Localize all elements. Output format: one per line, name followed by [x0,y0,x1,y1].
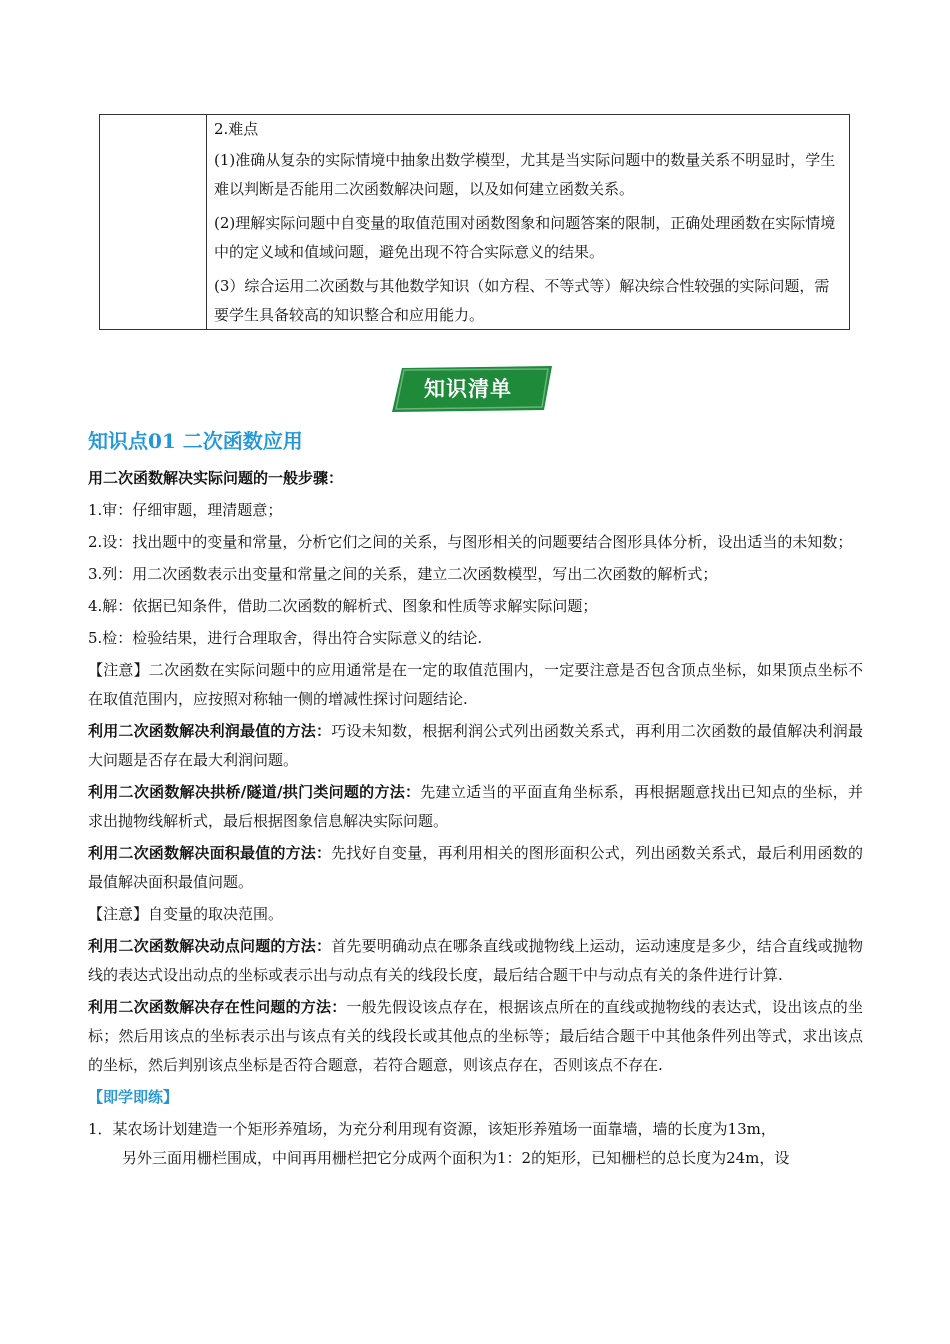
method-label: 利用二次函数解决存在性问题的方法： [88,998,347,1016]
question-line-1: 1．某农场计划建造一个矩形养殖场，为充分利用现有资源，该矩形养殖场一面靠墙，墙的长度为13m， [88,1120,776,1138]
section-title: 知识点01 二次函数应用 [88,429,303,453]
method-label: 利用二次函数解决面积最值的方法： [88,844,332,862]
step-3: 3.列：用二次函数表示出变量和常量之间的关系，建立二次函数模型，写出二次函数的解析式； [88,565,718,583]
method-label: 利用二次函数解决利润最值的方法： [88,722,332,740]
practice-title: 【即学即练】 [88,1088,179,1106]
step-4: 4.解：依据已知条件，借助二次函数的解析式、图象和性质等求解实际问题； [88,597,598,615]
difficulty-table [99,114,850,330]
difficulty-point-2: (2)理解实际问题中自变量的取值范围对函数图象和问题答案的限制，正确处理函数在实际情境中的定义域和值域问题，避免出现不符合实际意义的结果。 [214,214,836,261]
difficulty-point-3: (3）综合运用二次函数与其他数学知识（如方程、不等式等）解决综合性较强的实际问题，需要学生具备较高的知识整合和应用能力。 [214,277,830,324]
knowledge-list-banner [392,366,558,412]
difficulty-point-1: (1)准确从复杂的实际情境中抽象出数学模型，尤其是当实际问题中的数量关系不明显时，学生难以判断是否能用二次函数解决问题，以及如何建立函数关系。 [214,151,836,198]
question-line-2: 另外三面用栅栏围成，中间再用栅栏把它分成两个面积为1：2的矩形，已知栅栏的总长度为24m，设 [122,1149,790,1167]
step-2: 2.设：找出题中的变量和常量，分析它们之间的关系，与图形相关的问题要结合图形具体分析，设出适当的未知数； [88,533,853,551]
section-content [88,464,863,1176]
method-existence: 利用二次函数解决存在性问题的方法：一般先假设该点存在，根据该点所在的直线或抛物线的表达式，设出该点的坐标；然后用该点的坐标表示出与该点有关的线段长或其他点的坐标等；最后结合题干中其他条件列出等式，求出该点的坐标，然后判别该点坐标是否符合题意，若符合题意，则该点存在，否则该点不存在. [88,998,863,1074]
step-1: 1.审：仔细审题，理清题意； [88,501,283,519]
method-arch: 利用二次函数解决拱桥/隧道/拱门类问题的方法：先建立适当的平面直角坐标系，再根据题意找出已知点的坐标，并求出抛物线解析式，最后根据图象信息解决实际问题。 [88,783,863,830]
table-content-cell [214,115,837,335]
table-left-column [100,115,207,329]
method-area: 利用二次函数解决面积最值的方法：先找好自变量，再利用相关的图形面积公式，列出函数关系式，最后利用函数的最值解决面积最值问题。 [88,844,863,891]
step-5: 5.检：检验结果，进行合理取舍，得出符合实际意义的结论. [88,629,483,647]
note-vertex: 【注意】二次函数在实际问题中的应用通常是在一定的取值范围内，一定要注意是否包含顶点坐标，如果顶点坐标不在取值范围内，应按照对称轴一侧的增减性探讨问题结论. [88,661,863,708]
method-label: 利用二次函数解决动点问题的方法： [88,937,332,955]
method-label: 利用二次函数解决拱桥/隧道/拱门类问题的方法： [88,783,421,801]
method-moving-point: 利用二次函数解决动点问题的方法：首先要明确动点在哪条直线或抛物线上运动，运动速度是多少，结合直线或抛物线的表达式设出动点的坐标或表示出与动点有关的线段长度，最后结合题干中与动点有关的条件进行计算. [88,937,863,984]
note-range: 【注意】自变量的取决范围。 [88,905,284,923]
steps-title: 用二次函数解决实际问题的一般步骤： [88,469,344,487]
banner-label: 知识清单 [424,377,512,401]
method-profit: 利用二次函数解决利润最值的方法：巧设未知数，根据利润公式列出函数关系式，再利用二次函数的最值解决利润最大问题是否存在最大利润问题。 [88,722,863,769]
difficulty-heading: 2.难点 [214,120,259,138]
